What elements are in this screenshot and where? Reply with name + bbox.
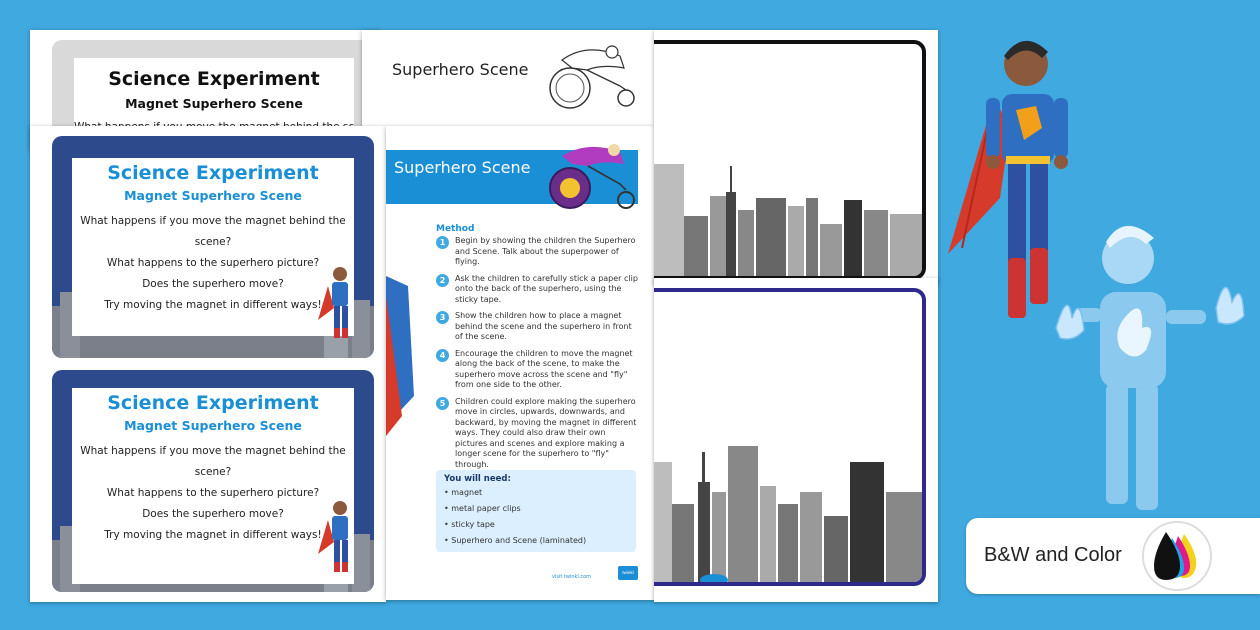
footer-url: visit twinkl.com <box>552 574 592 580</box>
method-steps <box>436 236 640 476</box>
bw-scene-sheet <box>654 30 938 284</box>
ice-superhero-large-illustration <box>1050 218 1250 520</box>
bw-color-badge <box>966 518 1260 594</box>
card-question: What happens if you move the magnet behind the scene? <box>80 445 346 478</box>
bw-instructions-header: Superhero Scene <box>392 60 529 79</box>
needs-box <box>436 470 636 552</box>
method-step <box>436 274 640 306</box>
need-item: • Superhero and Scene (laminated) <box>444 533 628 549</box>
color-card-1-inner <box>72 158 354 336</box>
method-label: Method <box>436 224 475 234</box>
method-step <box>436 397 640 471</box>
need-item: • metal paper clips <box>444 501 628 517</box>
color-card-1 <box>52 136 374 358</box>
card-subtitle: Magnet Superhero Scene <box>124 188 302 203</box>
color-scene-frame <box>654 288 926 586</box>
step-number: 5 <box>436 397 449 410</box>
method-step <box>436 311 640 343</box>
wheelchair-hero-illustration <box>536 138 640 212</box>
card-title: Science Experiment <box>107 162 319 184</box>
color-card-2 <box>52 370 374 592</box>
twinkl-logo: twinkl <box>618 566 638 580</box>
step-number: 2 <box>436 274 449 287</box>
step-text: Begin by showing the children the Superhero and Scene. Talk about the superpower of flying. <box>455 236 636 266</box>
need-item: • sticky tape <box>444 517 628 533</box>
bw-card-subtitle: Magnet Superhero Scene <box>125 96 303 111</box>
method-step <box>436 349 640 391</box>
step-text: Children could explore making the superhero move in circles, upwards, downwards, and backward, by moving the magnet in different ways. They could also draw their own pictures and scenes and explore making a longer scene for the superhero to "fly" through. <box>455 396 637 469</box>
bw-card-title: Science Experiment <box>108 68 320 90</box>
color-city-skyline <box>654 432 922 586</box>
color-card-2-inner <box>72 388 354 584</box>
card-question: What happens if you move the magnet behind the scene? <box>80 215 346 248</box>
step-text: Show the children how to place a magnet behind the scene and the superhero in front of the scene. <box>455 311 632 341</box>
superhero-girl-illustration <box>314 498 362 578</box>
instructions-sheet <box>386 126 654 600</box>
card-question: Try moving the magnet in different ways! <box>104 529 322 541</box>
bw-instructions-sheet <box>362 30 654 140</box>
bw-wheelchair-hero-illustration <box>532 38 642 114</box>
card-question: Does the superhero move? <box>142 278 284 290</box>
superhero-peek-illustration <box>386 276 414 436</box>
step-number: 4 <box>436 349 449 362</box>
step-number: 3 <box>436 311 449 324</box>
ink-drops-icon <box>1150 528 1206 584</box>
card-title: Science Experiment <box>107 392 319 414</box>
badge-label: B&W and Color <box>984 544 1122 566</box>
card-subtitle: Magnet Superhero Scene <box>124 418 302 433</box>
bw-scene-frame <box>654 40 926 280</box>
step-text: Encourage the children to move the magnet along the back of the scene, to make the superhero move across the scene and "fly" from one side to the other. <box>455 348 633 389</box>
step-number: 1 <box>436 236 449 249</box>
step-text: Ask the children to carefully stick a paper clip onto the back of the superhero, using the sticky tape. <box>455 273 638 304</box>
card-question: Does the superhero move? <box>142 508 284 520</box>
card-question: What happens to the superhero picture? <box>106 257 320 269</box>
color-scene-sheet <box>654 278 938 602</box>
bw-city-skyline <box>654 144 922 280</box>
color-card-sheet <box>30 126 386 602</box>
instructions-header: Superhero Scene <box>394 158 531 177</box>
superhero-girl-illustration <box>314 264 362 344</box>
needs-label: You will need: <box>444 474 511 484</box>
card-question: What happens to the superhero picture? <box>106 487 320 499</box>
card-question: Try moving the magnet in different ways! <box>104 299 322 311</box>
need-item: • magnet <box>444 485 628 501</box>
method-step <box>436 236 640 268</box>
